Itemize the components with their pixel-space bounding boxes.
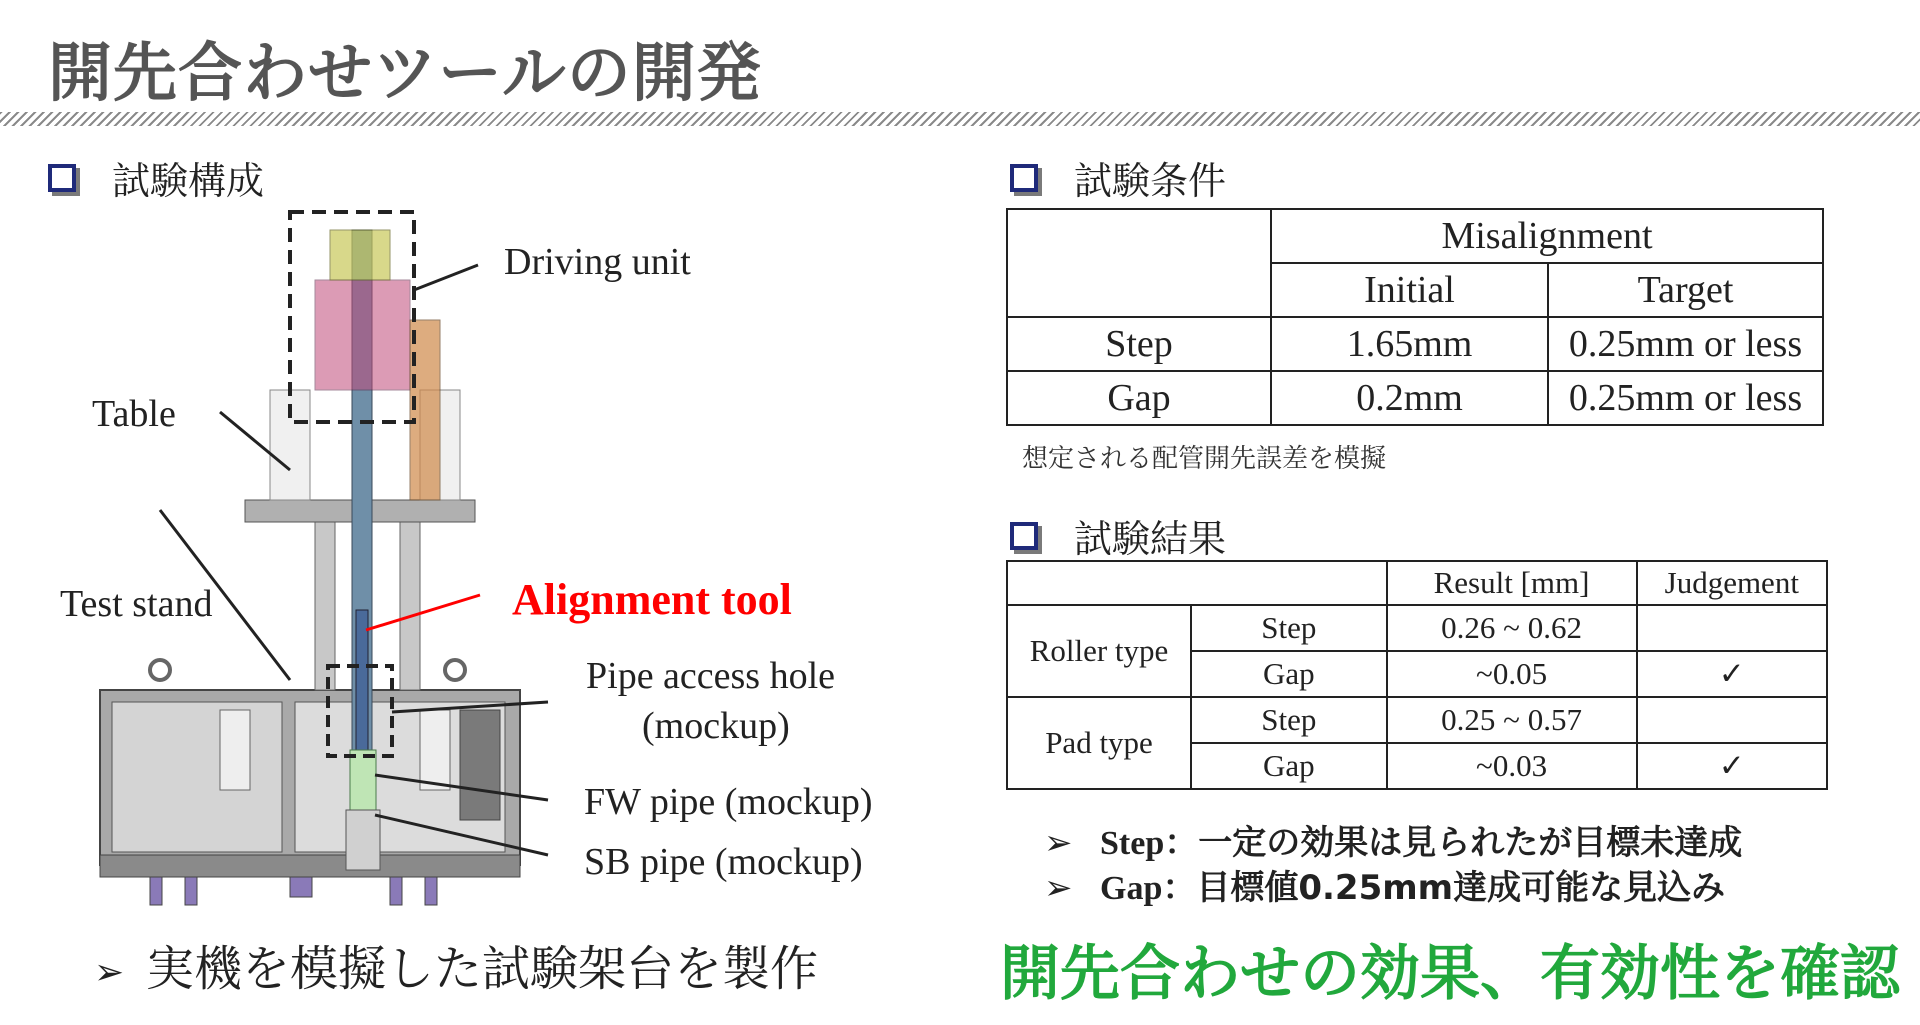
heading-text: 試験結果	[1074, 517, 1227, 561]
results-item: Step	[1191, 697, 1387, 743]
table-row	[1007, 317, 1823, 371]
results-table	[1006, 560, 1828, 790]
result-bullet-step	[1044, 815, 1742, 864]
heading-text: 試験構成	[112, 159, 265, 203]
conditions-col-initial: Initial	[1271, 263, 1548, 317]
results-item: Gap	[1191, 651, 1387, 697]
table-post-right	[400, 520, 420, 690]
results-judgement	[1637, 605, 1827, 651]
inner-pipe-left	[220, 710, 250, 790]
setup-bullet	[94, 930, 818, 999]
title-divider	[0, 112, 1920, 126]
sb-pipe-mockup	[346, 810, 380, 870]
results-item: Step	[1191, 605, 1387, 651]
conditions-initial-value: 0.2mm	[1271, 371, 1548, 425]
conditions-initial-value: 1.65mm	[1271, 317, 1548, 371]
label-pipe-access-line2: (mockup)	[642, 705, 790, 747]
results-col-judgement: Judgement	[1637, 561, 1827, 605]
base-plate	[100, 855, 520, 877]
conditions-note: 想定される配管開先誤差を模擬	[1022, 444, 1387, 474]
table-row	[1007, 605, 1827, 651]
arrow-bullet-icon: ➢	[1044, 868, 1073, 908]
page-title: 開先合わせツールの開発	[48, 37, 762, 111]
results-value: ~0.05	[1387, 651, 1637, 697]
side-motor	[460, 710, 500, 820]
conditions-row-label: Gap	[1007, 371, 1271, 425]
section-heading-results	[1010, 508, 1226, 563]
conditions-col-target: Target	[1548, 263, 1823, 317]
bullet-key: Gap	[1100, 870, 1163, 907]
label-test-stand: Test stand	[60, 583, 213, 625]
arrow-bullet-icon: ➢	[94, 951, 125, 993]
bullet-text: ：一定の効果は見られたが目標未達成	[1164, 823, 1743, 863]
results-group-label: Pad type	[1007, 697, 1191, 789]
inner-pipe-right	[420, 710, 450, 790]
table-row	[1007, 371, 1823, 425]
section-heading-conditions	[1010, 150, 1226, 205]
conditions-header-group: Misalignment	[1271, 209, 1823, 263]
checkbox-icon	[1010, 164, 1038, 192]
base-chamber-left	[112, 702, 282, 852]
table-row	[1007, 697, 1827, 743]
results-value: 0.26 ~ 0.62	[1387, 605, 1637, 651]
eye-bolt-right	[445, 660, 465, 680]
bullet-key: Step	[1100, 825, 1165, 862]
base-feet	[150, 877, 437, 905]
checkbox-icon	[1010, 522, 1038, 550]
driving-unit-body	[315, 280, 410, 390]
results-judgement	[1637, 697, 1827, 743]
driving-unit-top	[330, 230, 390, 280]
eye-bolt-left	[150, 660, 170, 680]
label-driving-unit: Driving unit	[504, 241, 691, 283]
bullet-text: ：目標値0.25mm達成可能な見込み	[1162, 868, 1726, 908]
label-alignment-tool: Alignment tool	[512, 575, 792, 624]
alignment-tool-body	[356, 610, 368, 770]
results-corner-cell	[1007, 561, 1387, 605]
checkbox-icon	[48, 164, 76, 192]
result-bullet-gap	[1044, 860, 1725, 909]
conditions-table	[1006, 208, 1824, 426]
conditions-target-value: 0.25mm or less	[1548, 371, 1823, 425]
label-fw-pipe: FW pipe (mockup)	[584, 781, 873, 823]
label-pipe-access-line1: Pipe access hole	[586, 655, 836, 697]
check-mark-icon: ✓	[1637, 651, 1827, 697]
arrow-bullet-icon: ➢	[1044, 823, 1073, 863]
check-mark-icon: ✓	[1637, 743, 1827, 789]
results-value: 0.25 ~ 0.57	[1387, 697, 1637, 743]
label-sb-pipe: SB pipe (mockup)	[584, 841, 863, 883]
heading-text: 試験条件	[1074, 159, 1227, 203]
conditions-row-label: Step	[1007, 317, 1271, 371]
conditions-target-value: 0.25mm or less	[1548, 317, 1823, 371]
results-item: Gap	[1191, 743, 1387, 789]
results-group-label: Roller type	[1007, 605, 1191, 697]
setup-bullet-text: 実機を模擬した試験架台を製作	[146, 941, 819, 997]
results-value: ~0.03	[1387, 743, 1637, 789]
conclusion-text: 開先合わせの効果、有効性を確認	[1000, 939, 1900, 1009]
conditions-corner-cell	[1007, 209, 1271, 317]
results-col-result: Result [mm]	[1387, 561, 1637, 605]
label-table: Table	[92, 393, 176, 435]
